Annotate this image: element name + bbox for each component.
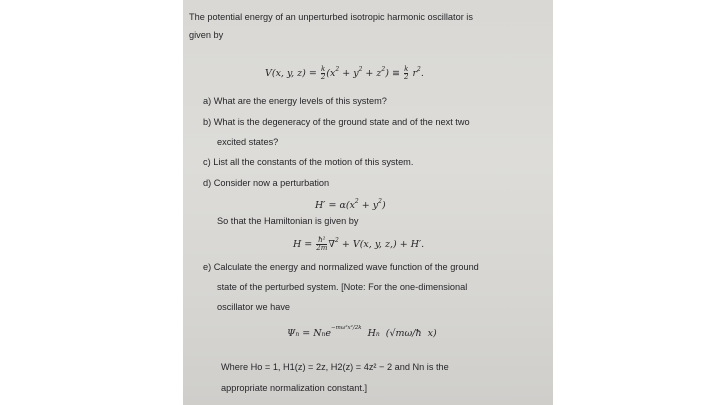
- perturbation-equation: $H' = \alpha(x^2 + y^2)$: [315, 198, 386, 211]
- intro-line-2: given by: [189, 30, 224, 40]
- question-e-line-2: state of the perturbed system. [Note: For the one-dimensional: [217, 282, 468, 292]
- question-e-line-3: oscillator we have: [217, 302, 291, 312]
- footer-line-1: Where Ho = 1, H1(z) = 2z, H2(z) = 4z² − 2 and Nn is the: [221, 362, 449, 372]
- potential-equation: V(x, y, z) = $\frac{k}{2}$ $(x^2 + y^2 + z^2)$ ≡ $\frac{k}{2}$ $r^2$.: [265, 65, 424, 81]
- wavefunction-equation-text: [0, 0, 1, 1]
- question-e-line-1: e) Calculate the energy and normalized wave function of the ground: [203, 262, 479, 272]
- hamiltonian-equation: H = $\frac{\text{ħ²}}{2m}$ ∇$^2$ + V(x, y, z,) + H′.: [293, 236, 425, 252]
- question-b-line-2: excited states?: [217, 137, 279, 147]
- question-c: c) List all the constants of the motion of this system.: [203, 157, 414, 167]
- intro-line-1: The potential energy of an unperturbed isotropic harmonic oscillator is: [189, 12, 473, 22]
- footer-line-2: appropriate normalization constant.]: [221, 383, 368, 393]
- hamiltonian-intro: So that the Hamiltonian is given by: [217, 216, 359, 226]
- question-d: d) Consider now a perturbation: [203, 178, 330, 188]
- question-b-line-1: b) What is the degeneracy of the ground state and of the next two: [203, 117, 470, 127]
- document-page: [183, 0, 553, 405]
- question-a: a) What are the energy levels of this system?: [203, 96, 387, 106]
- wavefunction-equation: Ψn = Nne$^{-m\omega^2x^2/2k}$ Hn (√mω/ħ x): [287, 325, 437, 339]
